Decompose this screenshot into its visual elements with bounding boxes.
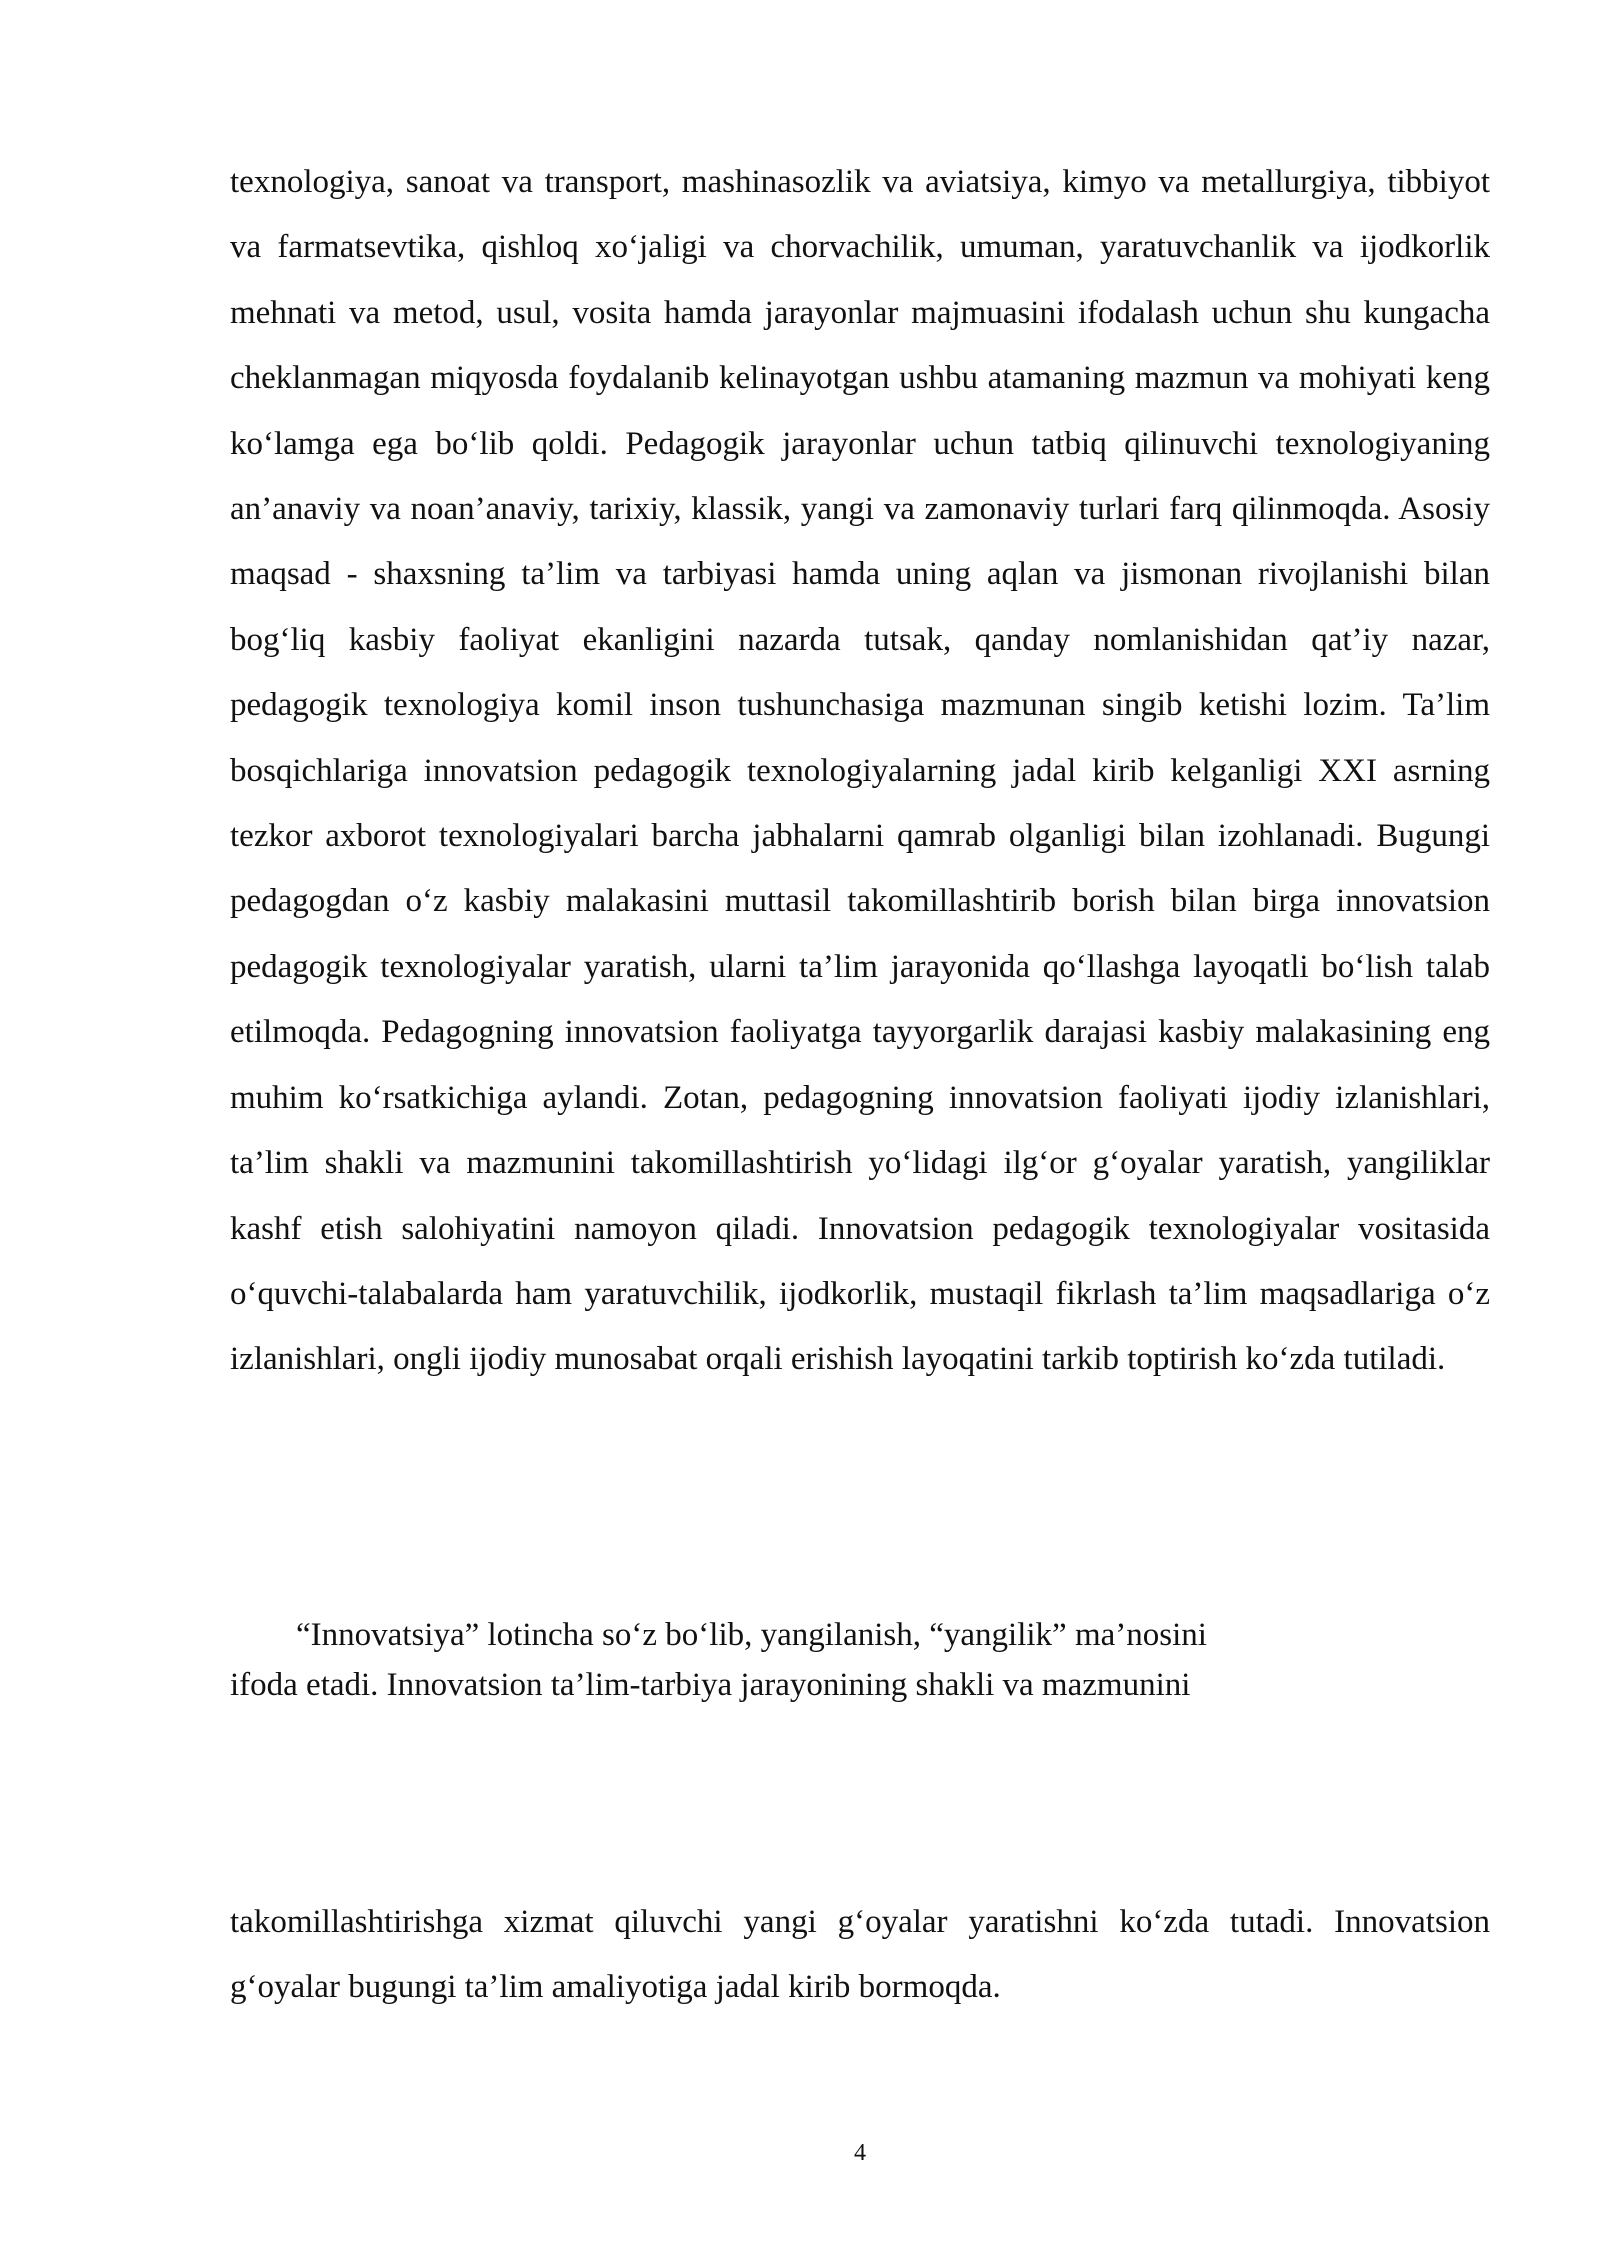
body-paragraph-innovatsiya: “Innovatsiya” lotincha so‘z bo‘lib, yangilanish, “yangilik” ma’nosini ifoda etadi. Innovatsion ta’lim-tarbiya jarayonining shakli va mazmunini bbox=[230, 1617, 1207, 1703]
page-number: 4 bbox=[854, 2140, 866, 2166]
body-paragraph-main: texnologiya, sanoat va transport, mashinasozlik va aviatsiya, kimyo va metallurgiya, tibbiyot va farmatsevtika, qishloq xo‘jaligi va chorvachilik, umuman, yaratuvchanlik va ijodkorlik mehnati va metod, usul, vosita hamda jarayonlar majmuasini ifodalash uchun shu kungacha cheklanmagan miqyosda foydalanib kelinayotgan ushbu atamaning mazmun va mohiyati keng ko‘lamga ega bo‘lib qoldi. Pedagogik jarayonlar uchun tatbiq qilinuvchi texnologiyaning an’anaviy va noan’anaviy, tarixiy, klassik, yangi va zamonaviy turlari farq qilinmoqda. Asosiy maqsad - shaxsning ta’lim va tarbiyasi hamda uning aqlan va jismonan rivojlanishi bilan bog‘liq kasbiy faoliyat ekanligini nazarda tutsak, qanday nomlanishidan qat’iy nazar, pedagogik texnologiya komil inson tushunchasiga mazmunan singib ketishi lozim. Ta’lim bosqichlariga innovatsion pedagogik texnologiyalarning jadal kirib kelganligi XXI asrning tezkor axborot texnologiyalari barcha jabhalarni qamrab olganligi bilan izohlanadi. Bugungi pedagogdan o‘z kasbiy malakasini muttasil takomillashtirib borish bilan birga innovatsion pedagogik texnologiyalar yaratish, ularni ta’lim jarayonida qo‘llashga layoqatli bo‘lish talab etilmoqda. Pedagogning innovatsion faoliyatga tayyorgarlik darajasi kasbiy malakasining eng muhim ko‘rsatkichiga aylandi. Zotan, pedagogning innovatsion faoliyati ijodiy izlanishlari, ta’lim shakli va mazmunini takomillashtirish yo‘lidagi ilg‘or g‘oyalar yaratish, yangiliklar kashf etish salohiyatini namoyon qiladi. Innovatsion pedagogik texnologiyalar vositasida o‘quvchi-talabalarda ham yaratuvchilik, ijodkorlik, mustaqil fikrlash ta’lim maqsadlariga o‘z izlanishlari, ongli ijodiy munosabat orqali erishish layoqatini tarkib toptirish ko‘zda tutiladi. bbox=[230, 164, 1490, 1378]
body-paragraph-continuation: takomillashtirishga xizmat qiluvchi yangi g‘oyalar yaratishni ko‘zda tutadi. Innovatsion g‘oyalar bugungi ta’lim amaliyotiga jadal kirib bormoqda. bbox=[230, 1904, 1490, 2006]
